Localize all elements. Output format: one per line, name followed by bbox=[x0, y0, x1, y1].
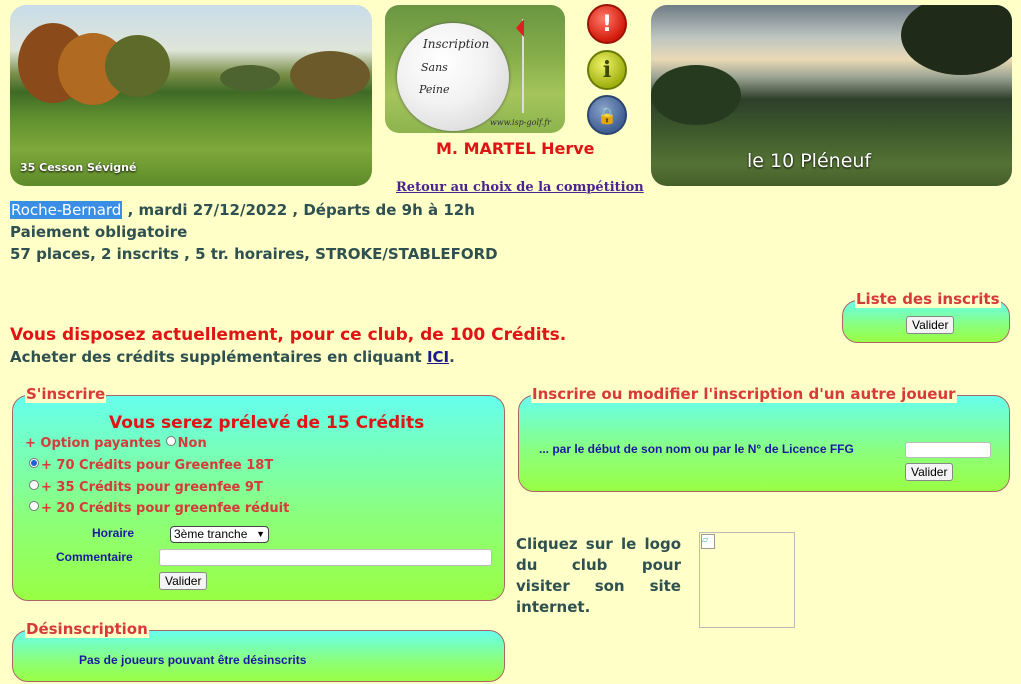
option-row-3 bbox=[29, 501, 289, 516]
commentaire-label: Commentaire bbox=[56, 550, 133, 564]
other-player-box bbox=[518, 385, 1010, 492]
option-row-0 bbox=[25, 436, 207, 451]
option-label-3: + 20 Crédits pour greenfee réduit bbox=[41, 501, 290, 516]
other-player-submit-button[interactable]: Valider bbox=[905, 463, 953, 481]
club-site-text: Cliquez sur le logo du club pour visiter son site internet. bbox=[516, 535, 681, 616]
register-box bbox=[12, 385, 505, 601]
photo-right-caption: le 10 Pléneuf bbox=[747, 150, 872, 172]
competition-line bbox=[10, 201, 475, 219]
back-to-competition-link[interactable]: Retour au choix de la compétition bbox=[396, 180, 644, 195]
buy-credits bbox=[10, 348, 455, 366]
competition-date: , mardi 27/12/2022 , Départs de 9h à 12h bbox=[122, 201, 475, 219]
option-radio-3[interactable] bbox=[29, 501, 39, 511]
buy-credits-suffix: . bbox=[449, 348, 455, 366]
flag-icon bbox=[516, 19, 524, 37]
buy-credits-link[interactable]: ICI bbox=[426, 348, 450, 366]
option-label-0: Non bbox=[177, 436, 207, 451]
isp-logo[interactable] bbox=[385, 5, 565, 133]
register-submit-button[interactable]: Valider bbox=[159, 572, 207, 590]
info-icon[interactable]: i bbox=[587, 50, 627, 90]
club-name: Roche-Bernard bbox=[11, 201, 122, 219]
options-label: + Option payantes bbox=[25, 436, 162, 451]
option-radio-0[interactable] bbox=[166, 436, 176, 446]
broken-image-icon: ▱ bbox=[701, 534, 715, 549]
credits-available: Vous disposez actuellement, pour ce club, de 100 Crédits. bbox=[10, 325, 567, 345]
chevron-down-icon: ▼ bbox=[256, 529, 265, 539]
lock-icon[interactable]: 🔒 bbox=[587, 95, 627, 135]
unregister-message: Pas de joueurs pouvant être désinscrits bbox=[79, 653, 307, 667]
horaire-select[interactable] bbox=[170, 526, 269, 543]
logo-line1: Inscription bbox=[423, 37, 490, 51]
payment-info: Paiement obligatoire bbox=[10, 223, 188, 241]
charge-text: Vous serez prélevé de 15 Crédits bbox=[109, 413, 425, 433]
header-photo-right bbox=[651, 5, 1012, 186]
competition-summary: 57 places, 2 inscrits , 5 tr. horaires, STROKE/STABLEFORD bbox=[10, 245, 498, 263]
other-player-legend: Inscrire ou modifier l'inscription d'un autre joueur bbox=[532, 385, 956, 403]
option-row-1 bbox=[29, 458, 273, 473]
registered-list-box bbox=[842, 290, 1010, 343]
stop-icon[interactable]: ! bbox=[587, 4, 627, 44]
register-legend: S'inscrire bbox=[26, 385, 106, 403]
unregister-legend: Désinscription bbox=[26, 620, 148, 638]
logo-url: www.isp-golf.fr bbox=[489, 118, 551, 127]
registered-list-button[interactable]: Valider bbox=[906, 316, 954, 334]
option-label-2: + 35 Crédits pour greenfee 9T bbox=[41, 480, 263, 495]
horaire-label: Horaire bbox=[92, 526, 135, 540]
other-player-search-input[interactable] bbox=[905, 442, 991, 458]
option-label-1: + 70 Crédits pour Greenfee 18T bbox=[41, 458, 274, 473]
option-radio-2[interactable] bbox=[29, 480, 39, 490]
other-player-instruction: ... par le début de son nom ou par le N° de Licence FFG bbox=[539, 442, 854, 456]
club-logo-link[interactable] bbox=[699, 532, 795, 628]
registered-list-legend: Liste des inscrits bbox=[856, 290, 1000, 308]
horaire-value: 3ème tranche bbox=[174, 527, 248, 541]
buy-credits-text: Acheter des crédits supplémentaires en cliquant bbox=[10, 348, 427, 366]
header-photo-left bbox=[10, 5, 372, 186]
logo-line3: Peine bbox=[419, 83, 450, 96]
option-row-2 bbox=[29, 480, 263, 495]
commentaire-input[interactable] bbox=[159, 549, 492, 566]
photo-left-caption: 35 Cesson Sévigné bbox=[20, 161, 137, 174]
unregister-box bbox=[12, 620, 505, 682]
logo-line2: Sans bbox=[421, 61, 448, 74]
user-name: M. MARTEL Herve bbox=[436, 139, 595, 158]
option-radio-1[interactable] bbox=[29, 458, 39, 468]
